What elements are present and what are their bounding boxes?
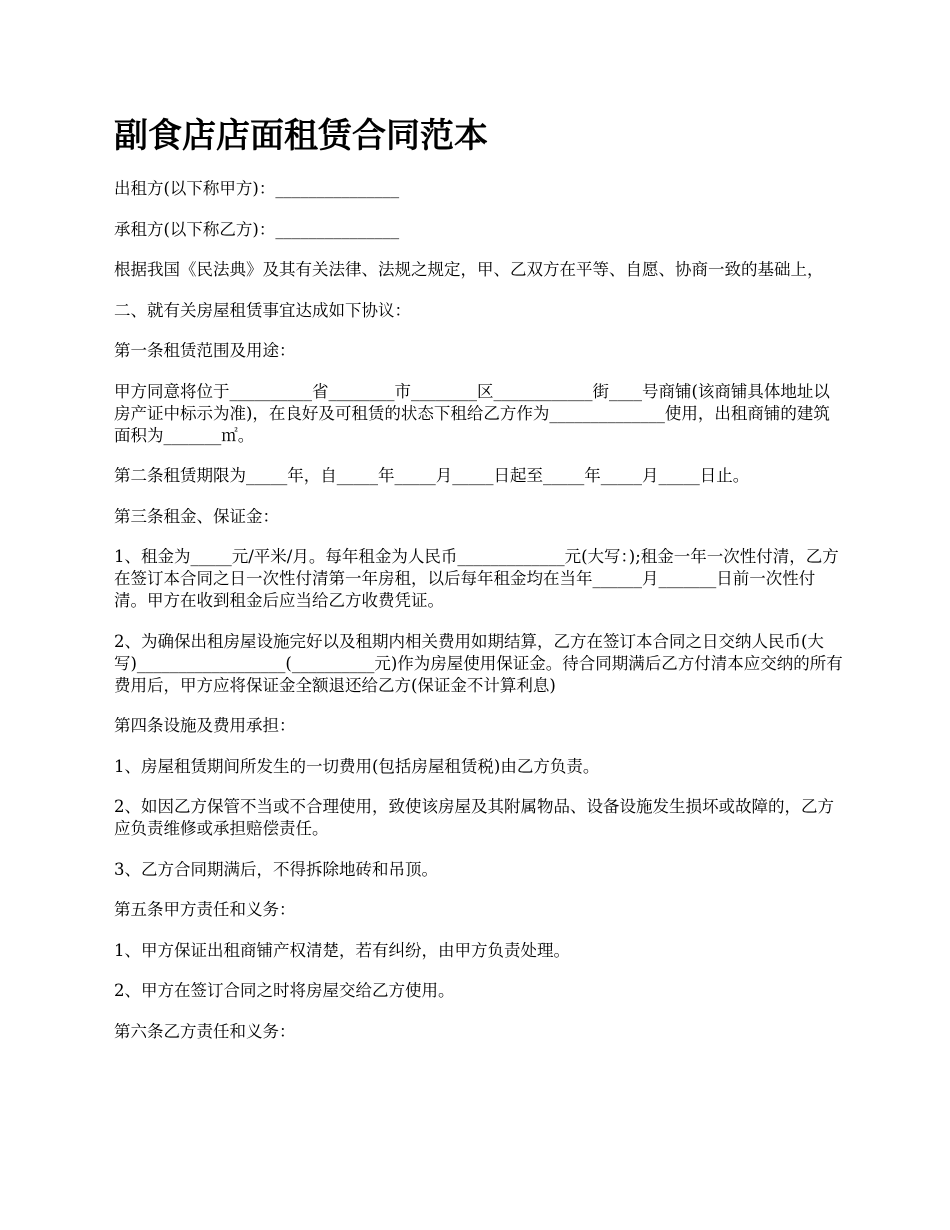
- article-2-body: 第二条租赁期限为_____年，自_____年_____月_____日起至_____年_____月_____日止。: [114, 466, 750, 485]
- party-a-line: 出租方(以下称甲方)：_______________: [114, 179, 400, 198]
- article-3-clause-2: 2、为确保出租房屋设施完好以及租期内相关费用如期结算，乙方在签订本合同之日交纳人民币(大写)__________________(__________元)作为房屋使用保证金。待合同期满后乙方付清本应交纳的所有费用后，甲方应将保证金全额退还给乙方(保证金不计算利息): [114, 631, 843, 695]
- article-4-heading: 第四条设施及费用承担：: [114, 716, 296, 735]
- document-page: [114, 112, 844, 1061]
- article-5-clause-1: 1、甲方保证出租商铺产权清楚，若有纠纷，由甲方负责处理。: [114, 940, 570, 960]
- article-1-body: 甲方同意将位于__________省________市________区____________街____号商铺(该商铺具体地址以房产证中标示为准)，在良好及可租赁的状态下租给乙方作为______________使用，出租商铺的建筑面积为_______㎡。: [114, 381, 830, 445]
- article-5-heading: 第五条甲方责任和义务：: [114, 900, 296, 919]
- preamble-paragraph: 根据我国《民法典》及其有关法律、法规之规定，甲、乙双方在平等、自愿、协商一致的基础上，: [114, 260, 824, 279]
- article-4-clause-1: 1、房屋租赁期间所发生的一切费用(包括房屋租赁税)由乙方负责。: [114, 756, 600, 776]
- article-3-heading: 第三条租金、保证金：: [114, 506, 279, 526]
- article-4-clause-3: 3、乙方合同期满后，不得拆除地砖和吊顶。: [114, 859, 438, 879]
- article-5-clause-2: 2、甲方在签订合同之时将房屋交给乙方使用。: [114, 981, 455, 1000]
- agreement-heading: 二、就有关房屋租赁事宜达成如下协议：: [114, 300, 411, 320]
- article-6-heading: 第六条乙方责任和义务：: [114, 1021, 296, 1041]
- party-b-line: 承租方(以下称乙方)：_______________: [114, 219, 400, 239]
- document-title: 副食店店面租赁合同范本: [114, 116, 488, 156]
- article-1-heading: 第一条租赁范围及用途：: [114, 341, 296, 360]
- article-3-clause-1: 1、租金为_____元/平米/月。每年租金为人民币_____________元(大写：);租金一年一次性付清，乙方在签订本合同之日一次性付清第一年房租，以后每年租金均在当年______月_______日前一次性付清。甲方在收到租金后应当给乙方收费凭证。: [114, 547, 839, 610]
- article-4-clause-2: 2、如因乙方保管不当或不合理使用，致使该房屋及其附属物品、设备设施发生损坏或故障的，乙方应负责维修或承担赔偿责任。: [114, 797, 834, 838]
